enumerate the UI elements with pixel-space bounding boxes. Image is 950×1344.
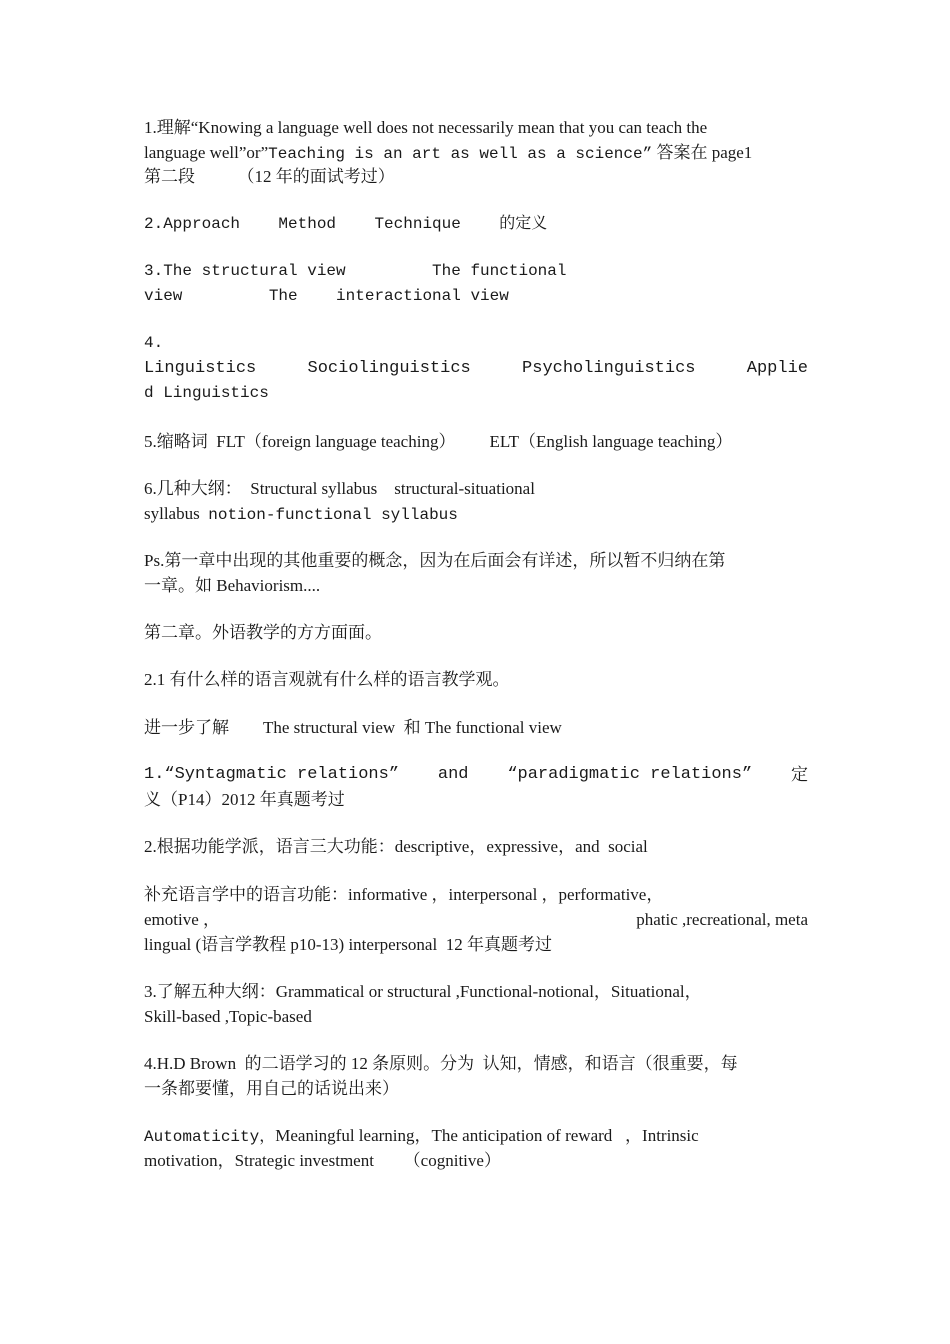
section-2-1: 2.1 有什么样的语言观就有什么样的语言教学观。 [144,670,510,689]
principles-line-1 [144,1123,699,1150]
item-4-line-3: d Linguistics [144,384,269,402]
item-4-term-4: Applie [746,359,808,378]
item-6-line-2 [144,501,458,528]
item-6-line-1: 6.几种大纲： Structural syllabus structural-situational [144,479,535,498]
item-1-line-1: 1.理解“Knowing a language well does not necessarily mean that you can teach the [144,118,708,137]
item-1-line-2 [144,140,752,167]
ch2-item-2: 2.根据功能学派，语言三大功能：descriptive，expressive，and social [144,837,648,856]
ch2-item-4-line-1: 4.H.D Brown 的二语学习的 12 条原则。分为 认知，情感，和语言（很重要，每 [144,1054,738,1073]
item-3-line-2: view The interactional view [144,287,509,305]
item-3-line-1: 3.The structural view The functional [144,262,567,280]
item-1-text-a: language well”or” [144,143,269,162]
supplement-line-1: 补充语言学中的语言功能：informative ，interpersonal ，performative， [144,885,664,904]
item-2: 2.Approach Method Technique 的定义 [144,215,548,233]
item-4-term-3: Psycholinguistics [522,359,696,378]
definition-char: 定 [790,765,808,784]
item-6-text-b: notion-functional syllabus [208,506,458,524]
item-1-text-b: Teaching is an art as well as a science” [268,145,653,163]
ps-line-2: 一章。如 Behaviorism.... [144,576,321,595]
item-5: 5.缩略词 FLT（foreign language teaching） ELT（English language teaching） [144,432,733,451]
ch2-item-1-line-2: 义（P14）2012 年真题考过 [144,790,345,809]
paradigmatic-term: “paradigmatic relations” [507,765,753,784]
item-6-text-a: syllabus [144,504,209,523]
item-4-line-1: 4. [144,334,164,352]
chapter-2-heading: 第二章。外语教学的方方面面。 [144,623,382,642]
ch2-item-3-line-1: 3.了解五种大纲：Grammatical or structural ,Functional-notional，Situational， [144,982,702,1001]
item-4-term-1: Linguistics [144,359,257,378]
and-word: and [437,765,469,784]
ch2-item-3-line-2: Skill-based ,Topic-based [144,1007,312,1026]
item-4-line-2 [144,356,808,381]
supplement-phatic: phatic ,recreational, meta [636,910,808,929]
supplement-emotive: emotive ， [144,910,221,929]
automaticity-term: Automaticity， [144,1128,276,1146]
principles-line-2: motivation，Strategic investment （cognitive） [144,1151,501,1170]
ch2-item-1-line-1 [144,762,808,787]
item-1-line-3: 第二段 （12 年的面试考过） [144,167,395,186]
ps-line-1: Ps.第一章中出现的其他重要的概念，因为在后面会有详述，所以暂不归纳在第 [144,551,726,570]
principles-text: Meaningful learning，The anticipation of reward ，Intrinsic [275,1126,699,1145]
item-4-term-2: Sociolinguistics [307,359,471,378]
further-understanding: 进一步了解 The structural view 和 The functional view [144,718,562,737]
supplement-line-3: lingual (语言学教程 p10-13) interpersonal 12 年真题考过 [144,935,552,954]
syntagmatic-term: 1.“Syntagmatic relations” [144,765,400,784]
supplement-line-2 [144,907,808,932]
item-1-text-c: 答案在 page1 [652,143,753,162]
ch2-item-4-line-2: 一条都要懂，用自己的话说出来） [144,1079,399,1098]
